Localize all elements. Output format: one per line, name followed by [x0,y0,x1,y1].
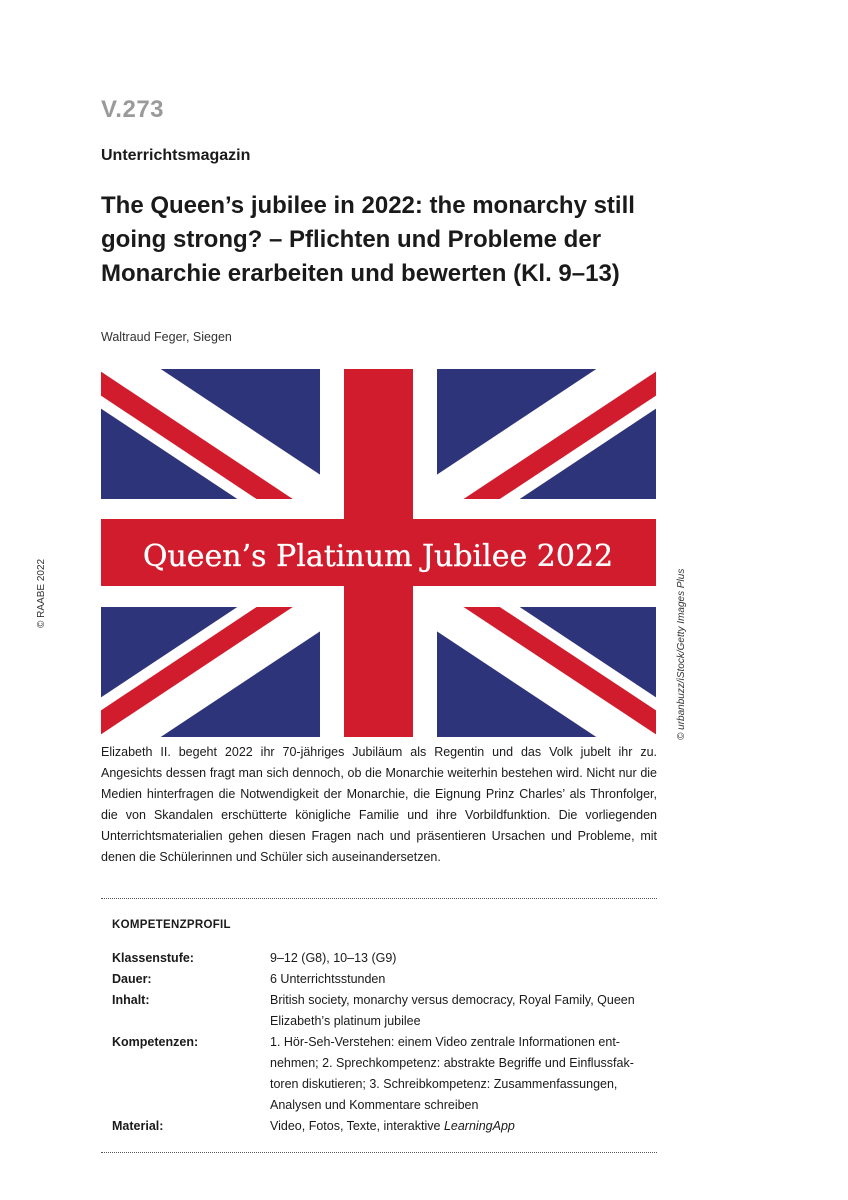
title-line-2: going strong? – Pflichten und Probleme der [101,226,602,253]
dauer-value: 6 Unterrichtsstunden [270,972,386,986]
material-label: Material: [112,1119,164,1133]
image-credit: © urbanbuzz/iStock/Getty Images Plus [676,568,687,740]
klassenstufe-label: Klassenstufe: [112,951,194,965]
title-line-1: The Queen’s jubilee in 2022: the monarchy still [101,192,635,219]
union-jack-flag [101,369,656,737]
inhalt-label: Inhalt: [112,993,150,1007]
page-title [101,189,701,291]
profile-row-inhalt [112,990,652,1032]
divider-bottom [101,1152,657,1153]
banner-text: Queen’s Platinum Jubilee 2022 [142,539,614,574]
profile-row-material [112,1116,652,1137]
dauer-label: Dauer: [112,972,152,986]
profile-row-kompetenzen [112,1032,652,1116]
union-jack-image [101,369,656,737]
klassenstufe-value: 9–12 (G8), 10–13 (G9) [270,951,397,965]
inhalt-line: British society, monarchy versus democracy, Royal Family, Queen [270,993,635,1007]
material-text: Video, Fotos, Texte, interaktive [270,1119,444,1133]
inhalt-value [270,990,650,1032]
kompetenzen-line: 1. Hör-Seh-Verstehen: einem Video zentrale Informationen ent- [270,1035,620,1049]
document-code: V.273 [101,96,165,123]
side-copyright: © RAABE 2022 [36,558,47,628]
material-value [270,1116,650,1137]
profile-heading: KOMPETENZPROFIL [112,919,231,931]
material-learningapp: LearningApp [443,1119,515,1133]
kompetenzen-line: Analysen und Kommentare schreiben [270,1098,479,1112]
inhalt-line: Elizabeth’s platinum jubilee [270,1014,421,1028]
title-line-3: Monarchie erarbeiten und bewerten (Kl. 9–13) [101,260,620,287]
category-label: Unterrichtsmagazin [101,147,251,164]
intro-paragraph: Elizabeth II. begeht 2022 ihr 70-jähriges Jubiläum als Regentin und das Volk jubelt ihr zu. Angesichts dessen fragt man sich dennoch, ob die Monarchie weiterhin bestehen wird. Nicht nur die Medien hinterfragen die Notwendigkeit der Monarchie, die Eignung Prinz Charles’ als Thronfolger, die von Skandalen erschütterte königliche Familie und ihre Vorbildfunktion. Die vorliegenden Unterrichtsmaterialien gehen diesen Fragen nach und präsentieren Ursachen und Probleme, mit denen die Schülerinnen und Schüler sich auseinandersetzen. [101,745,657,864]
kompetenzen-line: nehmen; 2. Sprechkompetenz: abstrakte Begriffe und Einflussfak- [270,1056,634,1070]
divider-top [101,898,657,899]
kompetenzen-label: Kompetenzen: [112,1035,199,1049]
kompetenzen-value [270,1032,650,1116]
author-line: Waltraud Feger, Siegen [101,330,232,344]
profile-row-klassenstufe [112,948,652,969]
competence-profile [112,948,652,1137]
profile-row-dauer [112,969,652,990]
kompetenzen-line: toren diskutieren; 3. Schreibkompetenz: Zusammenfassungen, [270,1077,618,1091]
